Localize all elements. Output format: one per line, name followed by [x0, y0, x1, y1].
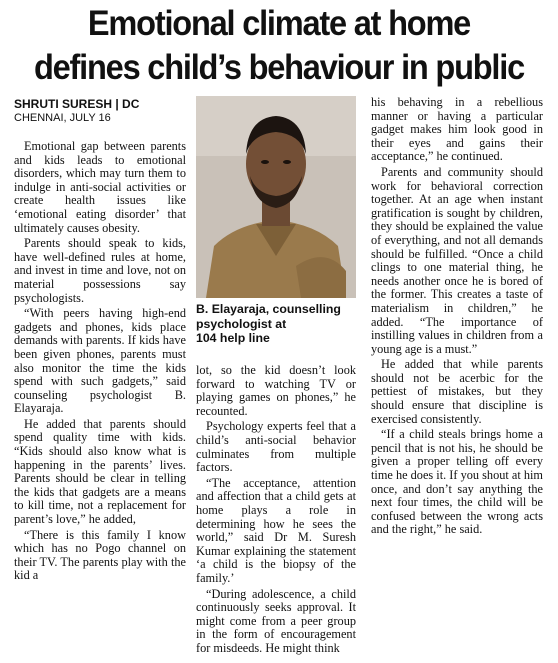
portrait-photo	[196, 96, 356, 298]
paragraph: He added that parents should spend quality time with kids. “Kids should also know what is happening in the parents’ lives. Parents should be clear in telling the kids that gadgets are a means to kill time, not a replacement for parent’s love,” he added,	[14, 416, 186, 527]
paragraph: Parents and community should work for behavioral correction together. At an age when instant gratification is sought by children, they should be explained the value of everything, and not all demands should be fulfilled. “Once a child clings to one material thing, he needs another once he is bored of the former. This creates a taste of materialism in children,” he added. “The importance of instilling values in children from a young age is a must.”	[371, 164, 543, 356]
paragraph: Emotional gap between parents and kids leads to emotional disorders, which may turn them to indulge in anti-social activities or create health issues like ‘emotional eating disorder’ that ultimately causes obesity.	[14, 139, 186, 235]
person-portrait-illustration	[196, 96, 356, 298]
paragraph: Psychology experts feel that a child’s anti-social behavior culminates from multiple factors.	[196, 419, 356, 475]
caption-line-1: B. Elayaraja, counselling	[196, 302, 341, 316]
article-column-2	[196, 364, 356, 657]
paragraph: “There is this family I know which has no Pogo channel on their TV. The parents play with the kid a	[14, 527, 186, 583]
headline-line-1: Emotional climate at home	[87, 4, 471, 43]
photo-caption	[196, 302, 356, 346]
paragraph: He added that while parents should not be acerbic for the pettiest of mistakes, but they should ensure that discipline is exercised consistently.	[371, 357, 543, 426]
article-column-3	[371, 96, 543, 539]
paragraph: “The acceptance, attention and affection that a child gets at home plays a role in determining how he sees the world,” said Dr M. Suresh Kumar explaining the statement ‘a child is the biopsy of the family.’	[196, 475, 356, 585]
article-column-1	[14, 140, 186, 585]
paragraph: “With peers having high-end gadgets and phones, kids place demands with parents. If kids have been given phones, parents must also monitor the time the kids spend with such gadgets,” said counseling psychologist B. Elayaraja.	[14, 306, 186, 416]
byline: SHRUTI SURESH | DC	[14, 97, 140, 111]
paragraph: his behaving in a rebellious manner or having a particular gadget makes him look good in their eyes and gains their acceptance,” he continued.	[371, 95, 543, 164]
headline-line-2: defines child’s behaviour in public	[33, 48, 525, 87]
paragraph: “During adolescence, a child continuously seeks approval. It might come from a peer group in the form of encouragement for misdeeds. He might think	[196, 586, 356, 655]
dateline: CHENNAI, JULY 16	[14, 112, 111, 124]
paragraph: lot, so the kid doesn’t look forward to watching TV or playing games on phones,” he recounted.	[196, 363, 356, 418]
paragraph: Parents should speak to kids, have well-defined rules at home, and invest in time and love, not on material possessions say psychologists.	[14, 236, 186, 305]
caption-line-3: 104 help line	[196, 331, 270, 345]
caption-line-2: psychologist at	[196, 316, 287, 331]
paragraph: “If a child steals brings home a pencil that is not his, he should be given a proper telling off every time he does it. If you shout at him once, and don’t say anything the next four times, the child will be confused between the wrong acts and the right,” he said.	[371, 427, 543, 537]
